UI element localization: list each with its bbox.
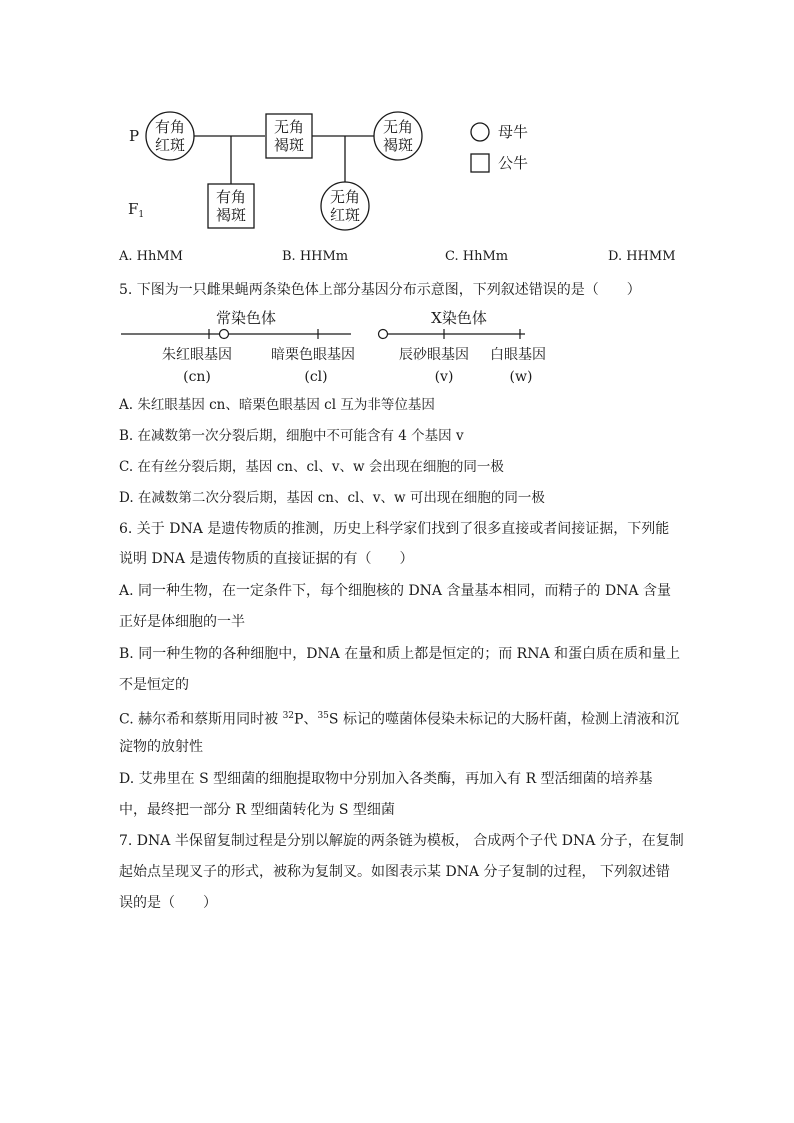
p-father-line1: 无角 — [273, 118, 305, 136]
q6-option-a-line1[interactable]: A. 同一种生物，在一定条件下，每个细胞核的 DNA 含量基本相同，而精子的 DNA 含量 — [119, 583, 671, 599]
p-mother2-line2: 褐斑 — [382, 136, 414, 154]
q7-stem-line3: 误的是（ ） — [119, 895, 217, 911]
p-mother2-line1: 无角 — [382, 118, 414, 136]
q4-option-b[interactable]: B. HHMm — [282, 249, 349, 264]
f1-daughter-line2: 红斑 — [329, 206, 361, 224]
q5-option-b[interactable]: B. 在减数第一次分裂后期，细胞中不可能含有 4 个基因 v — [119, 428, 464, 444]
q6-stem-line1: 6. 关于 DNA 是遗传物质的推测，历史上科学家们找到了很多直接或者间接证据，下列能 — [119, 521, 670, 537]
p-mother-line2: 红斑 — [154, 136, 186, 154]
autosome-centromere — [220, 330, 229, 339]
legend-female-label: 母牛 — [498, 123, 529, 141]
f1-son-line1: 有角 — [215, 188, 247, 206]
q6-stem-line2: 说明 DNA 是遗传物质的直接证据的有（ ） — [119, 551, 414, 567]
q4-option-c[interactable]: C. HhMm — [445, 249, 509, 264]
gen-p-label: P — [129, 127, 140, 145]
gene-name-v: 辰砂眼基因 — [399, 347, 469, 363]
gene-symbol-cl: (cl) — [304, 369, 328, 385]
gene-symbol-v: (v) — [434, 369, 454, 385]
legend-male-icon — [471, 154, 489, 172]
x-chrom-centromere — [379, 330, 388, 339]
q4-option-a[interactable]: A. HhMM — [119, 249, 183, 264]
gene-name-cn: 朱红眼基因 — [162, 347, 232, 363]
legend-female-icon — [471, 123, 489, 141]
f1-son-line2: 褐斑 — [215, 206, 247, 224]
q7-stem-line2: 起始点呈现叉子的形式，被称为复制叉。如图表示某 DNA 分子复制的过程， 下列叙述错 — [119, 864, 670, 880]
p-father-line2: 褐斑 — [273, 136, 305, 154]
gene-symbol-cn: (cn) — [183, 369, 211, 385]
q6-option-d-line2: 中，最终把一部分 R 型细菌转化为 S 型细菌 — [119, 802, 395, 818]
pedigree-diagram — [110, 100, 560, 240]
gen-f1-label: $F_1$ — [128, 200, 145, 220]
chromosome-diagram — [115, 302, 565, 392]
q4-option-d[interactable]: D. HHMM — [608, 249, 676, 264]
q6-option-b-line1[interactable]: B. 同一种生物的各种细胞中，DNA 在量和质上都是恒定的；而 RNA 和蛋白质在质和量上 — [119, 646, 681, 662]
gene-name-cl: 暗栗色眼基因 — [271, 347, 355, 363]
gene-symbol-w: (w) — [509, 369, 533, 385]
f1-daughter-line1: 无角 — [329, 188, 361, 206]
q5-stem: 5. 下图为一只雌果蝇两条染色体上部分基因分布示意图，下列叙述错误的是（ ） — [119, 282, 641, 298]
q6-option-c-line2: 淀物的放射性 — [119, 739, 203, 755]
q5-option-d[interactable]: D. 在减数第二次分裂后期，基因 cn、cl、v、w 可出现在细胞的同一极 — [119, 490, 545, 506]
x-chrom-title: X染色体 — [431, 309, 487, 327]
gene-name-w: 白眼基因 — [490, 347, 546, 363]
q6-option-c-line1[interactable]: C. 赫尔希和蔡斯用同时被 $^{32}$P、$^{35}$S 标记的噬菌体侵染未标记的大肠杆菌，检测上清液和沉 — [119, 711, 679, 728]
legend-male-label: 公牛 — [498, 154, 529, 172]
q6-option-b-line2: 不是恒定的 — [119, 677, 189, 693]
p-mother-line1: 有角 — [154, 118, 186, 136]
q6-option-d-line1[interactable]: D. 艾弗里在 S 型细菌的细胞提取物中分别加入各类酶，再加入有 R 型活细菌的培养基 — [119, 771, 653, 787]
q5-option-c[interactable]: C. 在有丝分裂后期，基因 cn、cl、v、w 会出现在细胞的同一极 — [119, 459, 504, 475]
q7-stem-line1: 7. DNA 半保留复制过程是分别以解旋的两条链为模板， 合成两个子代 DNA 分子，在复制 — [119, 833, 684, 849]
q6-option-a-line2: 正好是体细胞的一半 — [119, 614, 245, 630]
autosome-title: 常染色体 — [215, 309, 277, 327]
q5-option-a[interactable]: A. 朱红眼基因 cn、暗栗色眼基因 cl 互为非等位基因 — [119, 397, 435, 413]
